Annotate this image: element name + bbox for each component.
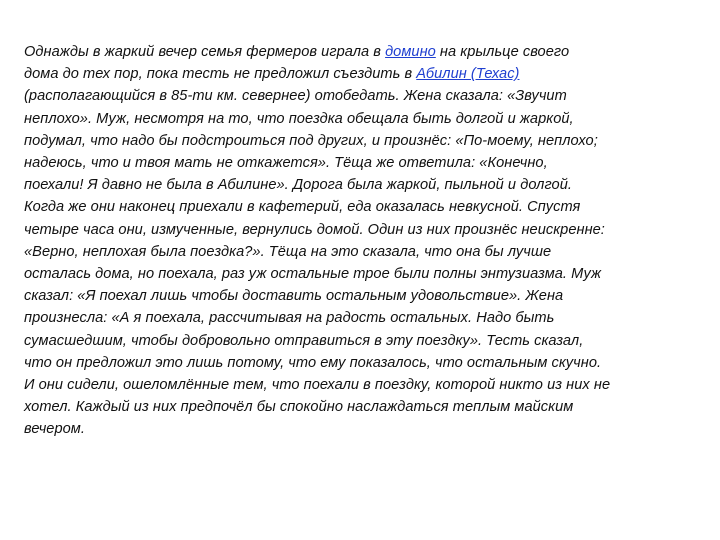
text-line: [24, 396, 712, 418]
text-line: [24, 41, 712, 63]
text-line: [24, 85, 712, 107]
text-run: неплохо». Муж, несмотря на то, что поездка обещала быть долгой и жаркой,: [24, 110, 574, 127]
text-line: [24, 374, 712, 396]
text-run: четыре часа они, измученные, вернулись домой. Один из них произнёс неискренне:: [24, 221, 605, 238]
text-run: хотел. Каждый из них предпочёл бы спокойно наслаждаться теплым майским: [24, 399, 574, 416]
text-run: осталась дома, но поехала, раз уж остальные трое были полны энтузиазма. Муж: [24, 266, 602, 283]
text-run: Когда же они наконец приехали в кафетерий, еда оказалась невкусной. Спустя: [24, 199, 581, 216]
story-text: [24, 41, 712, 441]
text-run: надеюсь, что и твоя мать не откажется». Тёща же ответила: «Конечно,: [24, 155, 548, 172]
text-line: [24, 152, 712, 174]
text-run: подумал, что надо бы подстроиться под других, и произнёс: «По-моему, неплохо;: [24, 132, 598, 149]
text-run: дома до тех пор, пока тесть не предложил съездить в: [24, 66, 417, 83]
text-line: [24, 352, 712, 374]
text-line: [24, 285, 712, 307]
text-line: [24, 174, 712, 196]
text-line: [24, 130, 712, 152]
text-run: И они сидели, ошеломлённые тем, что поехали в поездку, которой никто из них не: [24, 377, 611, 394]
text-line: [24, 196, 712, 218]
text-line: [24, 418, 712, 440]
text-line: [24, 263, 712, 285]
text-line: [24, 219, 712, 241]
text-run: на крыльце своего: [435, 44, 570, 60]
text-run: произнесла: «А я поехала, рассчитывая на радость остальных. Надо быть: [24, 310, 555, 327]
text-line: [24, 108, 712, 130]
text-line: [24, 307, 712, 329]
hyperlink[interactable]: домино: [385, 44, 436, 60]
text-run: вечером.: [24, 421, 85, 438]
text-run: сумасшедшим, чтобы добровольно отправиться в эту поездку». Тесть сказал,: [24, 332, 584, 349]
text-run: сказал: «Я поехал лишь чтобы доставить остальным удовольствие». Жена: [24, 288, 564, 305]
text-line: [24, 330, 712, 352]
text-run: «Верно, неплохая была поездка?». Тёща на это сказала, что она бы лучше: [24, 243, 552, 260]
hyperlink[interactable]: Абилин (Техас): [416, 66, 520, 83]
text-run: Однажды в жаркий вечер семья фермеров играла в: [24, 44, 386, 60]
text-line: [24, 63, 712, 85]
text-run: поехали! Я давно не была в Абилине». Дорога была жаркой, пыльной и долгой.: [24, 177, 572, 194]
text-run: что он предложил это лишь потому, что ему показалось, что остальным скучно.: [24, 354, 602, 371]
text-run: (располагающийся в 85-ти км. севернее) отобедать. Жена сказала: «Звучит: [24, 88, 567, 105]
text-line: [24, 241, 712, 263]
